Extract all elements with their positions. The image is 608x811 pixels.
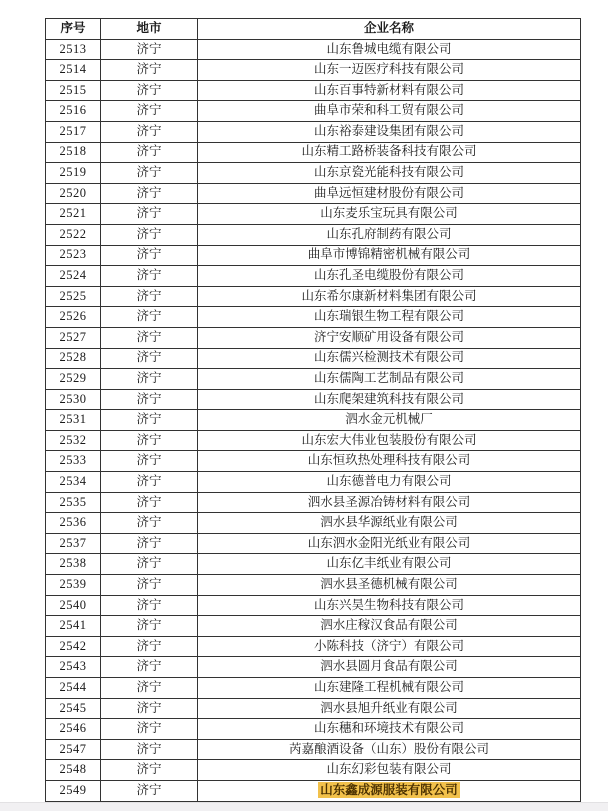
- city-cell: 济宁: [101, 451, 198, 472]
- city-cell: 济宁: [101, 389, 198, 410]
- serial-number-cell: 2526: [46, 307, 101, 328]
- company-name-text: 芮嘉酿酒设备（山东）股份有限公司: [288, 741, 489, 756]
- city-cell: 济宁: [101, 554, 198, 575]
- table-row: [46, 451, 581, 472]
- company-name-text: 山东宏大伟业包装股份有限公司: [301, 432, 477, 447]
- company-name-text: 泗水县圣德机械有限公司: [320, 576, 458, 591]
- serial-number-cell: 2524: [46, 266, 101, 287]
- company-name-cell: [198, 80, 581, 101]
- company-name-cell: [198, 739, 581, 760]
- company-name-text: 山东瑞银生物工程有限公司: [313, 309, 464, 324]
- company-name-text: 山东孔圣电缆股份有限公司: [313, 268, 464, 283]
- company-name-text: 山东泗水金阳光纸业有限公司: [307, 535, 471, 550]
- table-row: [46, 760, 581, 781]
- city-cell: 济宁: [101, 678, 198, 699]
- company-name-text: 山东恒玖热处理科技有限公司: [307, 453, 471, 468]
- table-row: [46, 245, 581, 266]
- serial-number-cell: 2520: [46, 183, 101, 204]
- company-name-cell: [198, 224, 581, 245]
- company-name-cell: [198, 595, 581, 616]
- company-name-cell: [198, 39, 581, 60]
- company-name-cell: [198, 163, 581, 184]
- table-row: [46, 327, 581, 348]
- serial-number-cell: 2544: [46, 678, 101, 699]
- company-name-text: 山东麦乐宝玩具有限公司: [320, 206, 458, 221]
- serial-number-cell: 2531: [46, 410, 101, 431]
- table-row: [46, 595, 581, 616]
- company-name-cell: [198, 286, 581, 307]
- company-list-table: [45, 18, 581, 802]
- company-name-text: 山东百事特新材料有限公司: [313, 82, 464, 97]
- serial-number-cell: 2548: [46, 760, 101, 781]
- city-cell: 济宁: [101, 224, 198, 245]
- company-name-text: 泗水金元机械厂: [345, 412, 433, 427]
- serial-number-cell: 2525: [46, 286, 101, 307]
- city-cell: 济宁: [101, 60, 198, 81]
- table-row: [46, 616, 581, 637]
- company-name-text: 曲阜市荣和科工贸有限公司: [313, 103, 464, 118]
- table-row: [46, 678, 581, 699]
- city-cell: 济宁: [101, 780, 198, 801]
- company-name-cell: [198, 760, 581, 781]
- table-row: [46, 657, 581, 678]
- serial-number-cell: 2532: [46, 430, 101, 451]
- company-name-text: 山东建隆工程机械有限公司: [313, 679, 464, 694]
- city-cell: 济宁: [101, 39, 198, 60]
- company-name-text: 山东儒兴检测技术有限公司: [313, 350, 464, 365]
- city-cell: 济宁: [101, 492, 198, 513]
- company-name-text: 泗水县圆月食品有限公司: [320, 659, 458, 674]
- company-name-text: 山东幻彩包装有限公司: [326, 762, 452, 777]
- table-row: [46, 183, 581, 204]
- serial-number-cell: 2543: [46, 657, 101, 678]
- company-name-text: 山东精工路桥装备科技有限公司: [301, 144, 477, 159]
- serial-number-cell: 2523: [46, 245, 101, 266]
- company-name-text: 泗水县圣源冶铸材料有限公司: [307, 494, 471, 509]
- company-name-cell: [198, 389, 581, 410]
- table-row: [46, 492, 581, 513]
- company-name-cell: [198, 142, 581, 163]
- city-cell: 济宁: [101, 739, 198, 760]
- company-name-cell: [198, 657, 581, 678]
- serial-number-cell: 2549: [46, 780, 101, 801]
- city-cell: 济宁: [101, 472, 198, 493]
- table-row: [46, 410, 581, 431]
- city-cell: 济宁: [101, 636, 198, 657]
- company-name-cell: [198, 616, 581, 637]
- serial-number-cell: 2522: [46, 224, 101, 245]
- city-cell: 济宁: [101, 327, 198, 348]
- serial-number-cell: 2547: [46, 739, 101, 760]
- city-cell: 济宁: [101, 760, 198, 781]
- company-name-cell: [198, 575, 581, 596]
- serial-number-cell: 2539: [46, 575, 101, 596]
- serial-number-cell: 2528: [46, 348, 101, 369]
- company-name-cell: [198, 327, 581, 348]
- city-cell: 济宁: [101, 533, 198, 554]
- city-cell: 济宁: [101, 719, 198, 740]
- company-name-text: 济宁安顺矿用设备有限公司: [313, 329, 464, 344]
- company-name-cell: [198, 348, 581, 369]
- company-name-text: 山东京瓷光能科技有限公司: [313, 165, 464, 180]
- table-row: [46, 389, 581, 410]
- serial-number-cell: 2540: [46, 595, 101, 616]
- serial-number-cell: 2536: [46, 513, 101, 534]
- city-cell: 济宁: [101, 430, 198, 451]
- company-name-cell: [198, 266, 581, 287]
- serial-number-cell: 2538: [46, 554, 101, 575]
- company-name-cell: [198, 121, 581, 142]
- city-cell: 济宁: [101, 183, 198, 204]
- serial-number-cell: 2515: [46, 80, 101, 101]
- table-row: [46, 307, 581, 328]
- table-row: [46, 101, 581, 122]
- company-name-cell: [198, 245, 581, 266]
- serial-number-cell: 2517: [46, 121, 101, 142]
- company-name-text: 山东儒陶工艺制品有限公司: [313, 371, 464, 386]
- company-name-text: 曲阜市博锦精密机械有限公司: [307, 247, 471, 262]
- city-cell: 济宁: [101, 348, 198, 369]
- company-name-cell: [198, 472, 581, 493]
- table-row: [46, 39, 581, 60]
- company-name-cell: [198, 101, 581, 122]
- company-name-cell: [198, 307, 581, 328]
- serial-number-cell: 2513: [46, 39, 101, 60]
- table-row: [46, 554, 581, 575]
- serial-number-cell: 2537: [46, 533, 101, 554]
- city-cell: 济宁: [101, 657, 198, 678]
- company-name-text: 山东爬架建筑科技有限公司: [313, 391, 464, 406]
- company-name-cell: [198, 719, 581, 740]
- city-cell: 济宁: [101, 121, 198, 142]
- serial-number-cell: 2518: [46, 142, 101, 163]
- company-name-cell: [198, 780, 581, 801]
- table-row: [46, 533, 581, 554]
- table-row: [46, 121, 581, 142]
- table-row: [46, 575, 581, 596]
- city-cell: 济宁: [101, 410, 198, 431]
- company-name-text: 山东鲁城电缆有限公司: [326, 41, 452, 56]
- city-cell: 济宁: [101, 80, 198, 101]
- serial-number-cell: 2527: [46, 327, 101, 348]
- city-cell: 济宁: [101, 513, 198, 534]
- city-cell: 济宁: [101, 698, 198, 719]
- company-name-text: 山东亿丰纸业有限公司: [326, 556, 452, 571]
- table-row: [46, 513, 581, 534]
- highlighted-company-name-text: 山东鑫成源服装有限公司: [320, 782, 458, 797]
- company-name-cell: [198, 183, 581, 204]
- serial-number-cell: 2514: [46, 60, 101, 81]
- table-row: [46, 348, 581, 369]
- serial-number-cell: 2535: [46, 492, 101, 513]
- company-name-text: 山东孔府制药有限公司: [326, 226, 452, 241]
- company-name-cell: [198, 533, 581, 554]
- table-row: [46, 163, 581, 184]
- company-name-cell: [198, 678, 581, 699]
- table-row: [46, 60, 581, 81]
- serial-number-cell: 2545: [46, 698, 101, 719]
- company-name-cell: [198, 204, 581, 225]
- city-cell: 济宁: [101, 266, 198, 287]
- city-cell: 济宁: [101, 163, 198, 184]
- city-cell: 济宁: [101, 369, 198, 390]
- company-name-text: 泗水县旭升纸业有限公司: [320, 700, 458, 715]
- table-row: [46, 430, 581, 451]
- company-name-text: 山东兴昊生物科技有限公司: [313, 597, 464, 612]
- serial-number-cell: 2516: [46, 101, 101, 122]
- serial-number-cell: 2534: [46, 472, 101, 493]
- city-cell: 济宁: [101, 142, 198, 163]
- company-name-text: 泗水庄稼汉食品有限公司: [320, 618, 458, 633]
- serial-number-cell: 2533: [46, 451, 101, 472]
- table-row: [46, 204, 581, 225]
- city-cell: 济宁: [101, 286, 198, 307]
- table-row: [46, 266, 581, 287]
- column-header-city: 地市: [101, 19, 198, 40]
- company-name-text: 山东裕泰建设集团有限公司: [313, 123, 464, 138]
- company-name-cell: [198, 492, 581, 513]
- company-name-cell: [198, 410, 581, 431]
- company-name-cell: [198, 451, 581, 472]
- table-row: [46, 636, 581, 657]
- city-cell: 济宁: [101, 101, 198, 122]
- column-header-serial-number: 序号: [46, 19, 101, 40]
- city-cell: 济宁: [101, 616, 198, 637]
- company-name-text: 小陈科技（济宁）有限公司: [313, 638, 464, 653]
- company-name-cell: [198, 636, 581, 657]
- table-row: [46, 224, 581, 245]
- table-header-row: [46, 19, 581, 40]
- company-name-cell: [198, 430, 581, 451]
- serial-number-cell: 2546: [46, 719, 101, 740]
- city-cell: 济宁: [101, 307, 198, 328]
- company-name-text: 曲阜远恒建材股份有限公司: [313, 185, 464, 200]
- company-name-cell: [198, 60, 581, 81]
- serial-number-cell: 2519: [46, 163, 101, 184]
- table-row: [46, 719, 581, 740]
- table-row: [46, 142, 581, 163]
- table-row: [46, 472, 581, 493]
- company-name-text: 山东德普电力有限公司: [326, 473, 452, 488]
- company-name-cell: [198, 513, 581, 534]
- serial-number-cell: 2542: [46, 636, 101, 657]
- company-name-text: 山东希尔康新材料集团有限公司: [301, 288, 477, 303]
- city-cell: 济宁: [101, 245, 198, 266]
- company-name-cell: [198, 369, 581, 390]
- company-name-text: 山东一迈医疗科技有限公司: [313, 62, 464, 77]
- serial-number-cell: 2541: [46, 616, 101, 637]
- city-cell: 济宁: [101, 204, 198, 225]
- city-cell: 济宁: [101, 575, 198, 596]
- serial-number-cell: 2521: [46, 204, 101, 225]
- company-name-cell: [198, 698, 581, 719]
- table-row: [46, 739, 581, 760]
- table-row: [46, 780, 581, 801]
- serial-number-cell: 2530: [46, 389, 101, 410]
- table-row: [46, 80, 581, 101]
- company-name-text: 泗水县华源纸业有限公司: [320, 515, 458, 530]
- column-header-company-name: 企业名称: [198, 19, 581, 40]
- table-row: [46, 369, 581, 390]
- company-name-text: 山东穗和环境技术有限公司: [313, 721, 464, 736]
- city-cell: 济宁: [101, 595, 198, 616]
- serial-number-cell: 2529: [46, 369, 101, 390]
- company-name-cell: [198, 554, 581, 575]
- table-row: [46, 698, 581, 719]
- table-row: [46, 286, 581, 307]
